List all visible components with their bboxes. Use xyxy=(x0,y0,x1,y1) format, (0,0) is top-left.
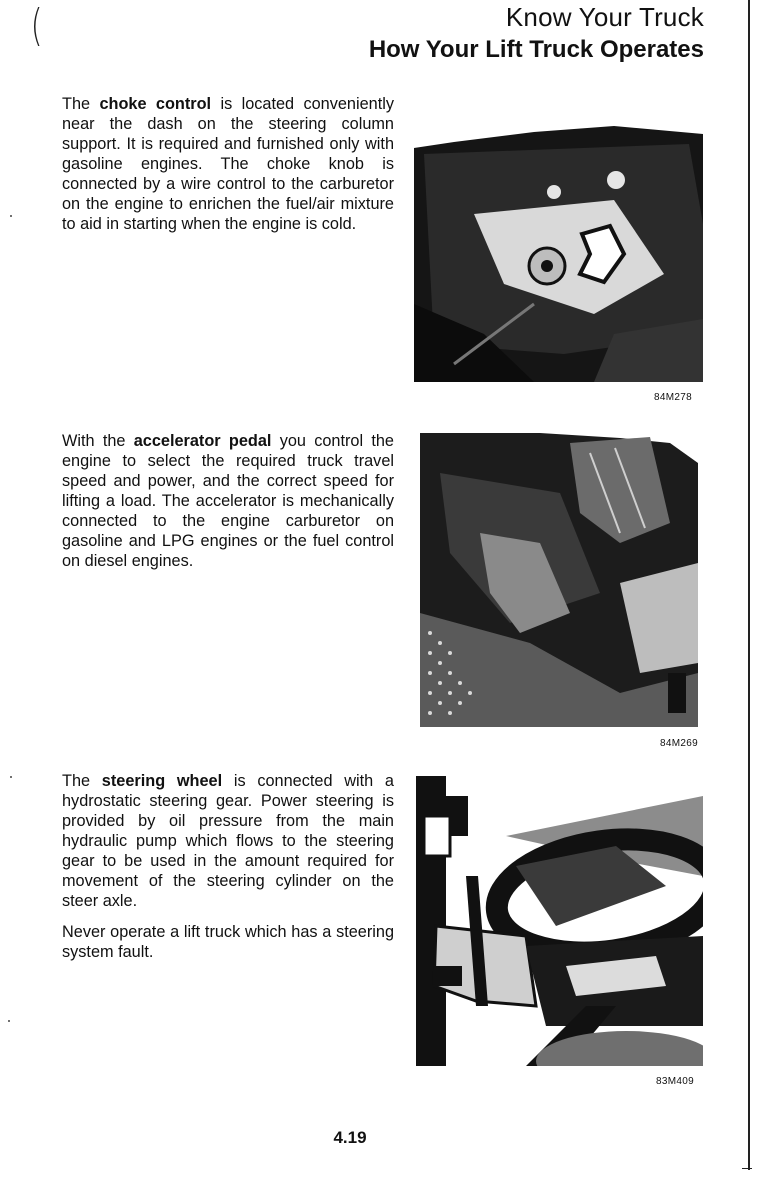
figure-id-84m278: 84M278 xyxy=(654,392,692,403)
page-number: 4.19 xyxy=(333,1128,367,1147)
page-title: How Your Lift Truck Operates xyxy=(368,36,704,63)
figure-id-83m409: 83M409 xyxy=(656,1076,694,1087)
lead-text: With the xyxy=(62,432,134,450)
term-accelerator-pedal: accelerator pedal xyxy=(133,432,272,450)
steering-wheel-photo xyxy=(416,776,703,1066)
margin-speck xyxy=(8,1020,10,1022)
choke-control-paragraph xyxy=(62,94,394,234)
page-edge-rule xyxy=(748,0,750,1170)
body-text: is located conveniently near the dash on the steering column support. It is required and furnished only with gasoline engines. The choke knob is connected by a wire control to the carburetor on the engine to enrichen the fuel/air mixture to aid in starting when the engine is cold. xyxy=(62,95,394,233)
margin-parenthesis-mark: ( xyxy=(30,0,43,51)
steering-warning-note: Never operate a lift truck which has a steering system fault. xyxy=(62,923,394,961)
term-steering-wheel: steering wheel xyxy=(101,772,223,790)
margin-speck xyxy=(10,776,12,778)
page-edge-tick xyxy=(742,1168,752,1169)
lead-text: The xyxy=(62,95,100,113)
steering-wheel-paragraph xyxy=(62,771,394,911)
figure-id-84m269: 84M269 xyxy=(660,738,698,749)
margin-speck xyxy=(10,215,12,217)
section-label: Know Your Truck xyxy=(505,2,704,32)
lead-text: The xyxy=(62,772,102,790)
body-text: is connected with a hydrostatic steering gear. Power steering is provided by oil pressure from the main hydraulic pump which flows to the steering gear to be used in the amount required for movement of the steering cylinder on the steer axle. xyxy=(62,772,394,910)
accelerator-pedal-photo xyxy=(420,433,698,727)
accelerator-pedal-paragraph xyxy=(62,431,394,571)
term-choke-control: choke control xyxy=(99,95,212,113)
choke-control-photo xyxy=(414,104,703,382)
body-text: you control the engine to select the required truck travel speed and power, and the correct speed for lifting a load. The accelerator is mechanically connected to the engine carburetor on gasoline and LPG engines or the fuel control on diesel engines. xyxy=(62,432,394,570)
